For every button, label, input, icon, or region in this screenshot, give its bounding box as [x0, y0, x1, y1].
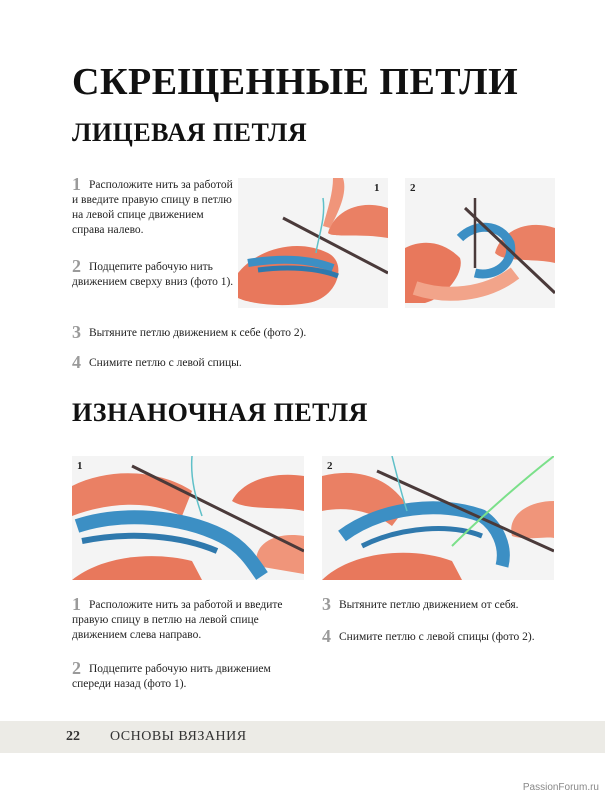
knit-photo-2 [405, 178, 555, 308]
knit-photo-1-label: 1 [374, 182, 380, 194]
step-text: Расположите нить за работой и введите правую спицу в петлю на левой спице движением справа налево. [72, 179, 233, 236]
purl-photo-1-label: 1 [77, 460, 83, 472]
step-text: Расположите нить за работой и введите правую спицу в петлю на левой спице движением слева направо. [72, 599, 283, 641]
page-title: СКРЕЩЕННЫЕ ПЕТЛИ [72, 61, 519, 103]
step-text: Снимите петлю с левой спицы. [89, 357, 242, 369]
knit-photo-1-image [238, 178, 388, 308]
section-heading-purl: ИЗНАНОЧНАЯ ПЕТЛЯ [72, 398, 368, 427]
step-number: 1 [72, 594, 81, 614]
step-number: 2 [72, 256, 81, 276]
step-text: Вытяните петлю движением от себя. [339, 599, 519, 611]
purl-step-2 [72, 658, 304, 692]
step-number: 3 [322, 594, 331, 614]
step-text: Подцепите рабочую нить движением сверху вниз (фото 1). [72, 261, 234, 288]
knit-step-2 [72, 256, 234, 290]
step-number: 3 [72, 322, 81, 342]
purl-photo-1 [72, 456, 304, 580]
page-footer [0, 721, 605, 753]
step-number: 4 [322, 626, 331, 646]
knit-step-3 [72, 322, 412, 342]
knit-step-1 [72, 174, 234, 238]
purl-step-4 [322, 626, 554, 646]
purl-photo-2 [322, 456, 554, 580]
purl-photo-2-image [322, 456, 554, 580]
knit-photo-2-label: 2 [410, 182, 416, 194]
knit-photo-1 [238, 178, 388, 308]
purl-photo-2-label: 2 [327, 460, 333, 472]
watermark: PassionForum.ru [522, 782, 599, 793]
purl-step-1 [72, 594, 304, 643]
running-title: ОСНОВЫ ВЯЗАНИЯ [110, 729, 247, 744]
page-number: 22 [66, 729, 80, 744]
step-number: 4 [72, 352, 81, 372]
step-text: Вытяните петлю движением к себе (фото 2). [89, 327, 307, 339]
step-number: 1 [72, 174, 81, 194]
step-number: 2 [72, 658, 81, 678]
section-heading-knit: ЛИЦЕВАЯ ПЕТЛЯ [72, 118, 308, 147]
step-text: Подцепите рабочую нить движением спереди назад (фото 1). [72, 663, 271, 690]
knit-photo-2-image [405, 178, 555, 308]
knit-step-4 [72, 352, 412, 372]
step-text: Снимите петлю с левой спицы (фото 2). [339, 631, 535, 643]
purl-step-3 [322, 594, 554, 614]
purl-photo-1-image [72, 456, 304, 580]
